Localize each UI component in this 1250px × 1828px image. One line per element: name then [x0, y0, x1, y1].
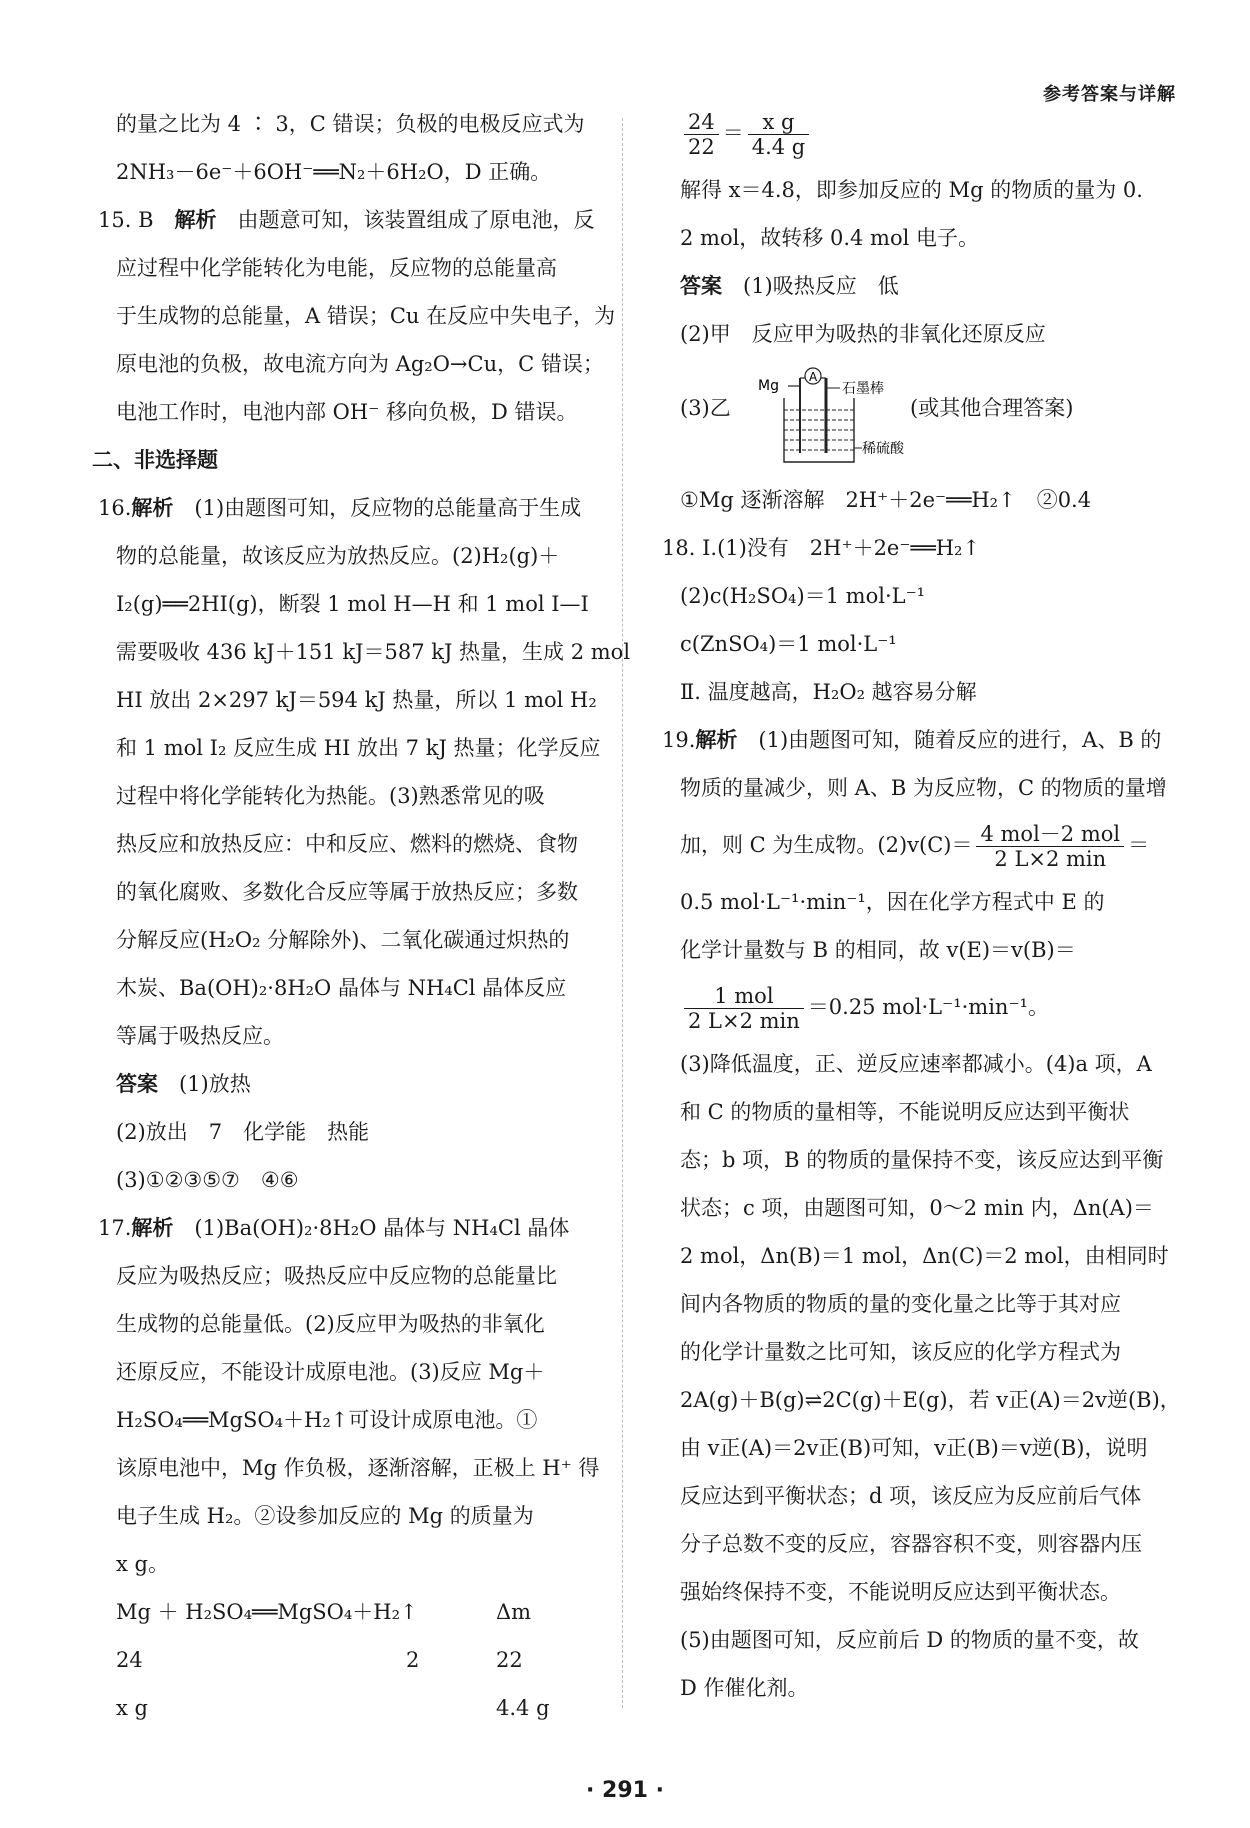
text-line: 物质的量减少，则 A、B 为反应物，C 的物质的量增 [680, 776, 1167, 800]
answer-line: Ⅰ.(1)没有 2H⁺＋2e⁻══H₂↑ [702, 536, 981, 560]
text-line: 还原反应，不能设计成原电池。(3)反应 Mg＋ [116, 1360, 545, 1384]
answer-line: (1)吸热反应 低 [743, 274, 899, 298]
text-line: 2 mol，故转移 0.4 mol 电子。 [680, 226, 980, 250]
fraction-equation [680, 100, 1168, 166]
answer-line: Ⅱ. 温度越高，H₂O₂ 越容易分解 [680, 680, 977, 704]
text-line: 和 C 的物质的量相等，不能说明反应达到平衡状 [680, 1100, 1130, 1124]
equation-row [116, 1636, 604, 1684]
answer-line: (2)c(H₂SO₄)＝1 mol·L⁻¹ [680, 584, 926, 608]
text-line: 2NH₃－6e⁻＋6OH⁻══N₂＋6H₂O，D 正确。 [116, 160, 552, 184]
text-line: 状态；c 项，由题图可知，0～2 min 内，Δn(A)＝ [680, 1196, 1154, 1220]
graphite-rod-label: 石墨棒 [842, 381, 884, 397]
text-line: 2A(g)＋B(g)⇌2C(g)＋E(g)，若 v正(A)＝2v逆(B)， [680, 1388, 1181, 1412]
fraction [684, 110, 719, 159]
text-line: 反应达到平衡状态；d 项，该反应为反应前后气体 [680, 1484, 1142, 1508]
answer-line: (3)乙 [680, 396, 731, 420]
beaker [784, 398, 854, 462]
equation-term: 22 [496, 1648, 523, 1672]
text-line: 反应为吸热反应；吸热反应中反应物的总能量比 [116, 1264, 557, 1288]
numerator: 1 mol [684, 984, 804, 1009]
text-line: 的量之比为 4 ∶ 3，C 错误；负极的电极反应式为 [116, 112, 585, 136]
denominator: 22 [688, 135, 715, 159]
text-line: 过程中将化学能转化为热能。(3)熟悉常见的吸 [116, 784, 545, 808]
ammeter-label: A [809, 370, 818, 384]
question-15 [98, 196, 604, 244]
question-17 [98, 1204, 604, 1252]
text-line: 生成物的总能量低。(2)反应甲为吸热的非氧化 [116, 1312, 545, 1336]
text-line: 和 1 mol I₂ 反应生成 HI 放出 7 kJ 热量；化学反应 [116, 736, 601, 760]
text-segment: 加，则 C 为生成物。(2)v(C)＝ [680, 833, 973, 857]
question-18 [662, 524, 1168, 572]
text-line: H₂SO₄══MgSO₄＋H₂↑可设计成原电池。① [116, 1408, 538, 1432]
numerator: 4 mol－2 mol [976, 822, 1124, 847]
text-line: (1)由题图可知，反应物的总能量高于生成 [194, 496, 582, 520]
question-number: 16. [98, 496, 132, 520]
answer-line: (3)①②③⑤⑦ ④⑥ [116, 1168, 299, 1192]
sulfuric-acid-label: 稀硫酸 [862, 441, 904, 457]
text-line: I₂(g)══2HI(g)，断裂 1 mol H—H 和 1 mol I—I [116, 592, 589, 616]
equation-term: 2 [406, 1648, 420, 1672]
analysis-tag: 解析 [695, 728, 738, 752]
analysis-tag: 解析 [131, 1216, 174, 1240]
analysis-tag: 解析 [131, 496, 174, 520]
text-line: 化学计量数与 B 的相同，故 v(E)＝v(B)＝ [680, 938, 1076, 962]
denominator: 2 L×2 min [994, 847, 1107, 871]
answer-tag: 答案 [116, 1072, 158, 1096]
text-line: 应过程中化学能转化为电能，反应物的总能量高 [116, 256, 557, 280]
page-header: 参考答案与详解 [1043, 84, 1176, 105]
fraction [976, 822, 1124, 871]
text-line: 由题意可知，该装置组成了原电池，反 [237, 208, 595, 232]
fraction-line [680, 812, 1168, 878]
equation-term: Δm [496, 1600, 532, 1624]
text-line: 0.5 mol·L⁻¹·min⁻¹，因在化学方程式中 E 的 [680, 890, 1105, 914]
text-line: (5)由题图可知，反应前后 D 的物质的量不变，故 [680, 1628, 1139, 1652]
question-number: 15. B [98, 208, 154, 232]
galvanic-cell-diagram [758, 358, 908, 476]
text-segment: ＝0.25 mol·L⁻¹·min⁻¹。 [807, 995, 1049, 1019]
text-line: x g。 [116, 1552, 169, 1576]
question-19 [662, 716, 1168, 764]
text-line: 态；b 项，B 的物质的量保持不变，该反应达到平衡 [680, 1148, 1164, 1172]
text-line: 解得 x＝4.8，即参加反应的 Mg 的物质的量为 0. [680, 178, 1143, 202]
question-number: 17. [98, 1216, 132, 1240]
answer-tag: 答案 [680, 274, 722, 298]
text-line: HI 放出 2×297 kJ＝594 kJ 热量，所以 1 mol H₂ [116, 688, 597, 712]
answer-line: ①Mg 逐渐溶解 2H⁺＋2e⁻══H₂↑ ②0.4 [680, 488, 1092, 512]
equation-term: 4.4 g [496, 1696, 550, 1720]
text-line: 物的总能量，故该反应为放热反应。(2)H₂(g)＋ [116, 544, 560, 568]
text-line: 等属于吸热反应。 [116, 1024, 284, 1048]
answer-line: (2)甲 反应甲为吸热的非氧化还原反应 [680, 322, 1046, 346]
section-heading: 二、非选择题 [92, 448, 218, 472]
text-line: 电池工作时，电池内部 OH⁻ 移向负极，D 错误。 [116, 400, 578, 424]
equation-row [116, 1684, 604, 1732]
text-line: 强始终保持不变，不能说明反应达到平衡状态。 [680, 1580, 1121, 1604]
answer-line: (或其他合理答案) [910, 396, 1074, 420]
right-column [662, 100, 1181, 1712]
answer-line: c(ZnSO₄)＝1 mol·L⁻¹ [680, 632, 897, 656]
text-line: 木炭、Ba(OH)₂·8H₂O 晶体与 NH₄Cl 晶体反应 [116, 976, 567, 1000]
text-line: 于生成物的总能量，A 错误；Cu 在反应中失电子，为 [116, 304, 616, 328]
denominator: 2 L×2 min [688, 1009, 800, 1033]
mg-electrode-label: Mg [758, 378, 779, 394]
left-column [92, 100, 631, 1732]
fraction-line [680, 974, 1168, 1040]
equation-row [116, 1588, 604, 1636]
text-line: (1)由题图可知，随着反应的进行，A、B 的 [758, 728, 1162, 752]
numerator: 24 [684, 110, 719, 135]
text-line: 的化学计量数之比可知，该反应的化学方程式为 [680, 1340, 1121, 1364]
fraction [748, 110, 810, 159]
equation-term: 24 [116, 1648, 143, 1672]
text-line: 该原电池中，Mg 作负极，逐渐溶解，正极上 H⁺ 得 [116, 1456, 600, 1480]
text-line: 分子总数不变的反应，容器容积不变，则容器内压 [680, 1532, 1142, 1556]
text-line: (1)Ba(OH)₂·8H₂O 晶体与 NH₄Cl 晶体 [194, 1216, 570, 1240]
equation: Mg ＋ H₂SO₄══MgSO₄＋H₂↑ [116, 1600, 418, 1624]
question-number: 18. [662, 536, 696, 560]
galvanic-cell-row [680, 358, 1168, 476]
equals-sign: ＝ [722, 121, 744, 145]
question-number: 19. [662, 728, 696, 752]
column-divider [622, 118, 623, 1708]
text-line: D 作催化剂。 [680, 1676, 809, 1700]
text-line: (3)降低温度，正、逆反应速率都减小。(4)a 项，A [680, 1052, 1152, 1076]
equals-sign: ＝ [1128, 833, 1150, 857]
equation-term: x g [116, 1696, 148, 1720]
text-line: 由 v正(A)＝2v正(B)可知，v正(B)＝v逆(B)，说明 [680, 1436, 1148, 1460]
text-line: 需要吸收 436 kJ＋151 kJ＝587 kJ 热量，生成 2 mol [116, 640, 631, 664]
answer-line: (1)放热 [179, 1072, 251, 1096]
text-line: 间内各物质的物质的量的变化量之比等于其对应 [680, 1292, 1121, 1316]
question-16 [98, 484, 604, 532]
fraction [684, 984, 804, 1033]
numerator: x g [748, 110, 810, 135]
text-line: 分解反应(H₂O₂ 分解除外)、二氧化碳通过炽热的 [116, 928, 570, 952]
text-line: 热反应和放热反应：中和反应、燃料的燃烧、食物 [116, 832, 578, 856]
answer-line: (2)放出 7 化学能 热能 [116, 1120, 370, 1144]
text-line: 原电池的负极，故电流方向为 Ag₂O→Cu，C 错误； [116, 352, 604, 376]
denominator: 4.4 g [751, 135, 806, 159]
analysis-tag: 解析 [174, 208, 217, 232]
text-line: 电子生成 H₂。②设参加反应的 Mg 的质量为 [116, 1504, 534, 1528]
text-line: 2 mol，Δn(B)＝1 mol，Δn(C)＝2 mol，由相同时 [680, 1244, 1169, 1268]
text-line: 的氧化腐败、多数化合反应等属于放热反应；多数 [116, 880, 578, 904]
page-number: · 291 · [586, 1778, 664, 1803]
